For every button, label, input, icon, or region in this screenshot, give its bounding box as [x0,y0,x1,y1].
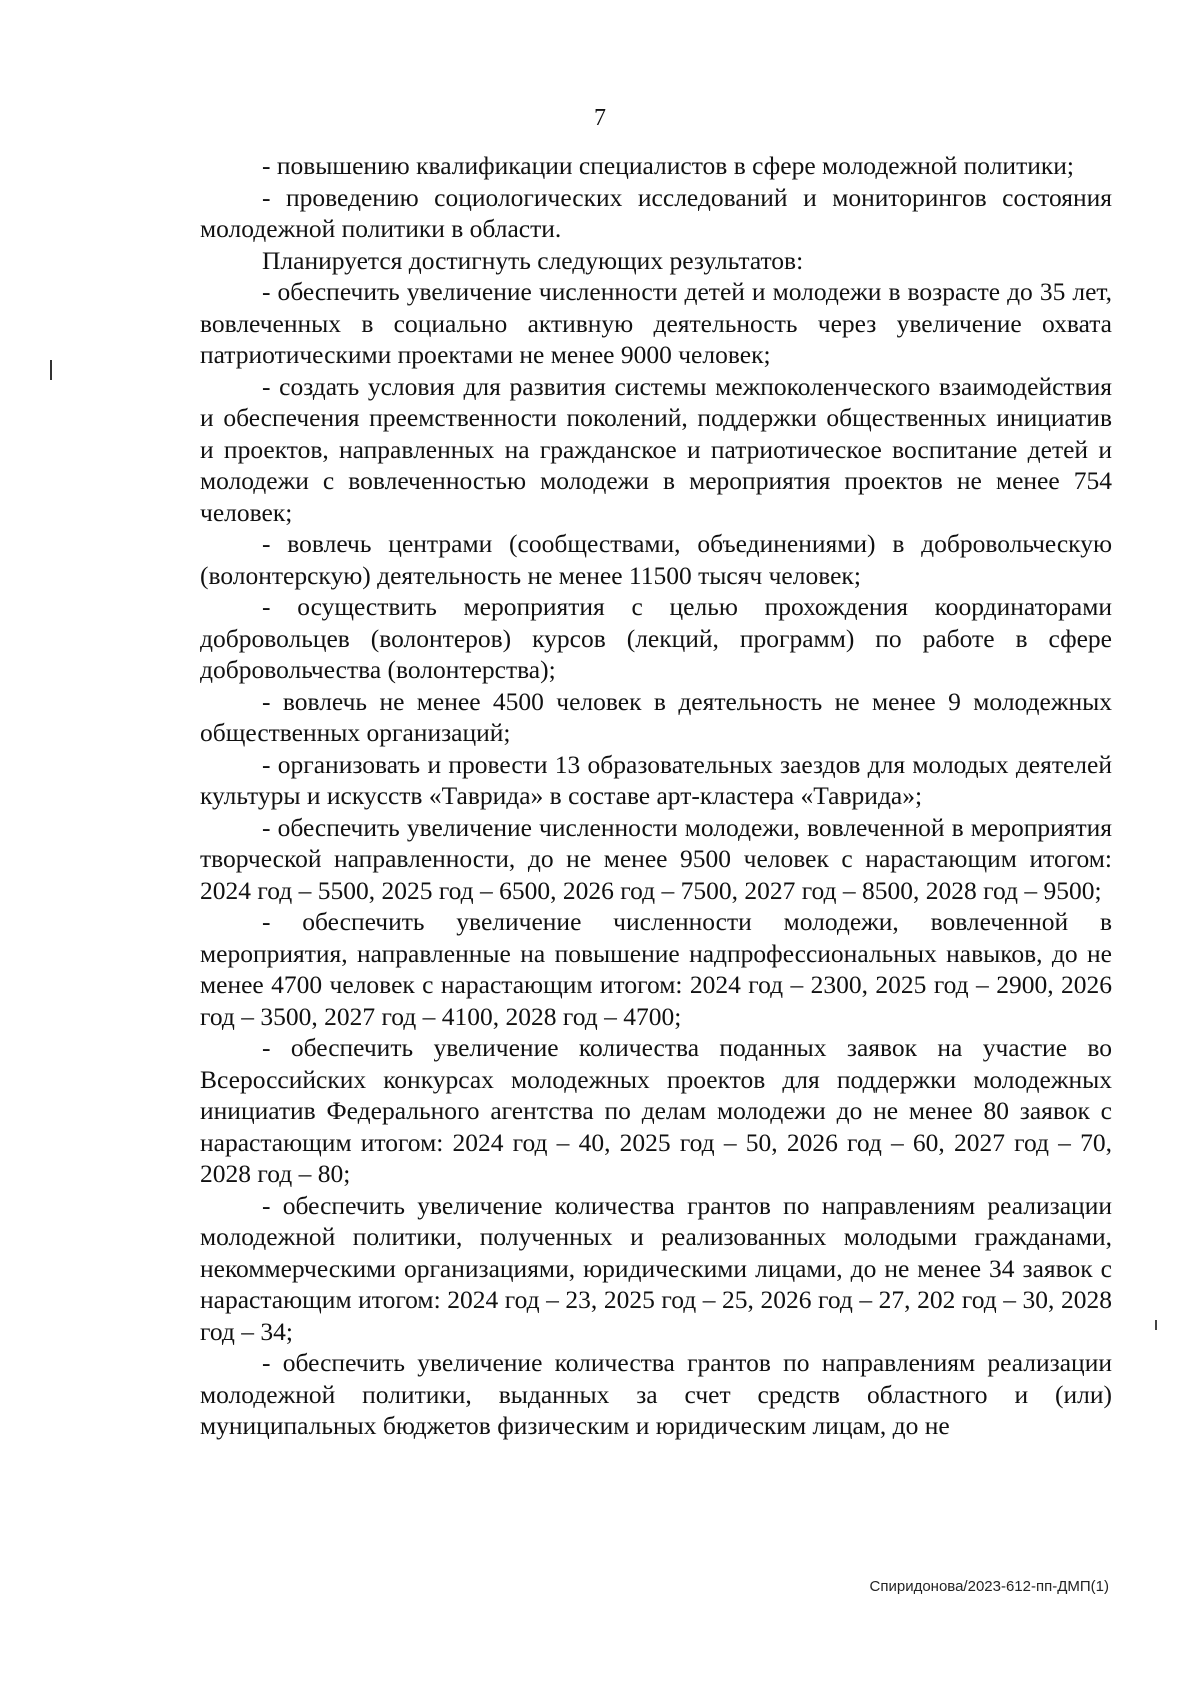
right-margin-mark [1155,1320,1157,1330]
paragraph: - обеспечить увеличение количества грантов по направлениям реализации молодежной политики, выданных за счет средств областного и (или) муниципальных бюджетов физическим и юридическим лицам, до не [200,1348,1112,1440]
page-number: 7 [594,105,606,131]
paragraph: - обеспечить увеличение численности молодежи, вовлеченной в мероприятия, направленные на повышение надпрофессиональных навыков, до не менее 4700 человек с нарастающим итогом: 2024 год – 2300, 2025 год – 2900, 2026 год – 3500, 2027 год – 4100, 2028 год – 4700; [200,907,1112,1031]
left-margin-mark [50,360,52,380]
paragraph: - обеспечить увеличение численности детей и молодежи в возрасте до 35 лет, вовлеченных в социально активную деятельность через увеличение охвата патриотическими проектами не менее 9000 человек; [200,277,1112,369]
paragraph: - вовлечь не менее 4500 человек в деятельность не менее 9 молодежных общественных организаций; [200,686,1112,747]
paragraph: - создать условия для развития системы межпоколенческого взаимодействия и обеспечения преемственности поколений, поддержки общественных инициатив и проектов, направленных на гражданское и патриотическое воспитание детей и молодежи с вовлеченностью молодежи в мероприятия проектов не менее 754 человек; [200,371,1112,527]
footer-document-code: Спиридонова/2023-612-пп-ДМП(1) [869,1578,1109,1595]
paragraph: - организовать и провести 13 образовательных заездов для молодых деятелей культуры и искусств «Таврида» в составе арт-кластера «Таврида»; [200,749,1112,810]
paragraph: - обеспечить увеличение количества поданных заявок на участие во Всероссийских конкурсах молодежных проектов для поддержки молодежных инициатив Федерального агентства по делам молодежи до не менее 80 заявок с нарастающим итогом: 2024 год – 40, 2025 год – 50, 2026 год – 60, 2027 год – 70, 2028 год – 80; [200,1033,1112,1188]
paragraph: - проведению социологических исследований и мониторингов состояния молодежной политики в области. [200,182,1112,243]
body-text [200,150,1112,1442]
paragraph: - повышению квалификации специалистов в сфере молодежной политики; [262,151,1074,180]
paragraph: Планируется достигнуть следующих результатов: [262,245,804,275]
paragraph: - осуществить мероприятия с целью прохождения координаторами добровольцев (волонтеров) курсов (лекций, программ) по работе в сфере добровольчества (волонтерства); [200,592,1112,684]
paragraph: - обеспечить увеличение численности молодежи, вовлеченной в мероприятия творческой направленности, до не менее 9500 человек с нарастающим итогом: 2024 год – 5500, 2025 год – 6500, 2026 год – 7500, 2027 год – 8500, 2028 год – 9500; [200,812,1112,905]
paragraph: - обеспечить увеличение количества грантов по направлениям реализации молодежной политики, полученных и реализованных молодыми гражданами, некоммерческими организациями, юридическими лицами, до не менее 34 заявок с нарастающим итогом: 2024 год – 23, 2025 год – 25, 2026 год – 27, 202 год – 30, 2028 год – 34; [200,1190,1112,1346]
paragraph: - вовлечь центрами (сообществами, объединениями) в добровольческую (волонтерскую) деятельность не менее 11500 тысяч человек; [200,529,1112,590]
